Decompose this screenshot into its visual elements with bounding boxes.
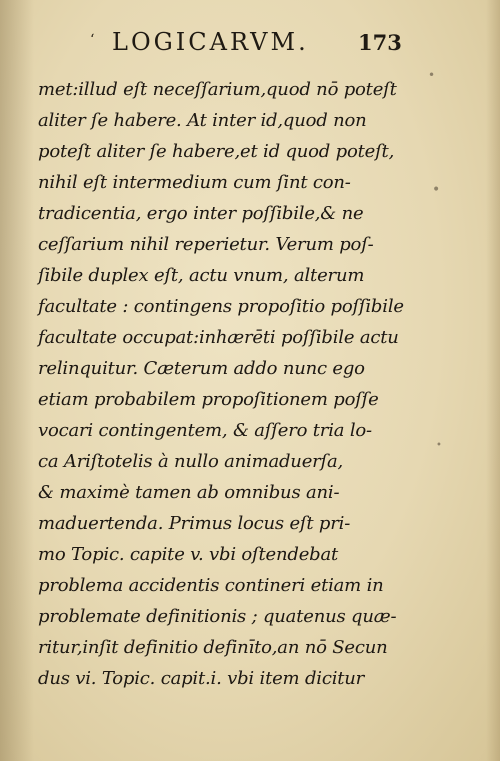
text-line: ca Ariſtotelis à nullo animaduerſa, [38,451,344,472]
text-line: met:illud eſt neceſſarium,quod nō poteſt [38,79,397,100]
margin-speck: • [432,182,441,198]
text-line: ritur,inſit definitio definīto,an nō Secun [38,637,388,658]
text-line: ſibile duplex eſt, actu vnum, alterum [38,265,365,286]
margin-speck: • [436,440,442,451]
text-line: tradicentia, ergo inter poſſibile,& ne [38,203,364,224]
text-line: relinquitur. Cæterum addo nunc ego [38,358,365,379]
text-line: ceſſarium nihil reperietur. Verum poſ- [38,234,374,255]
text-line: poteſt aliter ſe habere,et id quod poteſt, [38,141,395,162]
text-line: facultate : contingens propoſitio poſſibile [38,296,404,317]
text-line: problemate definitionis ; quatenus quæ- [38,606,397,627]
text-line: vocari contingentem, & aſſero tria lo- [38,420,372,441]
text-line: etiam probabilem propoſitionem poſſe [38,389,379,410]
header-mark: ‘ [90,32,95,48]
text-line: mo Topic. capite v. vbi oſtendebat [38,544,339,565]
text-line: problema accidentis contineri etiam in [38,575,384,596]
page-number: 173 [358,30,402,55]
text-line: dus vi. Topic. capit.i. vbi item dicitur [38,668,365,689]
text-line: maduertenda. Primus locus eſt pri- [38,513,351,534]
page-header [90,28,410,58]
page-edge-shadow [486,0,500,761]
text-line: aliter ſe habere. At inter id,quod non [38,110,367,131]
body-text [38,74,423,694]
text-line: facultate occupat:inhærēti poſſibile actu [38,327,399,348]
gutter-shadow [0,0,34,761]
running-head: LOGICARVM. [112,28,309,56]
text-line: nihil eſt intermedium cum ſint con- [38,172,351,193]
text-line: & maximè tamen ab omnibus ani- [38,482,340,503]
margin-speck: • [428,68,436,82]
